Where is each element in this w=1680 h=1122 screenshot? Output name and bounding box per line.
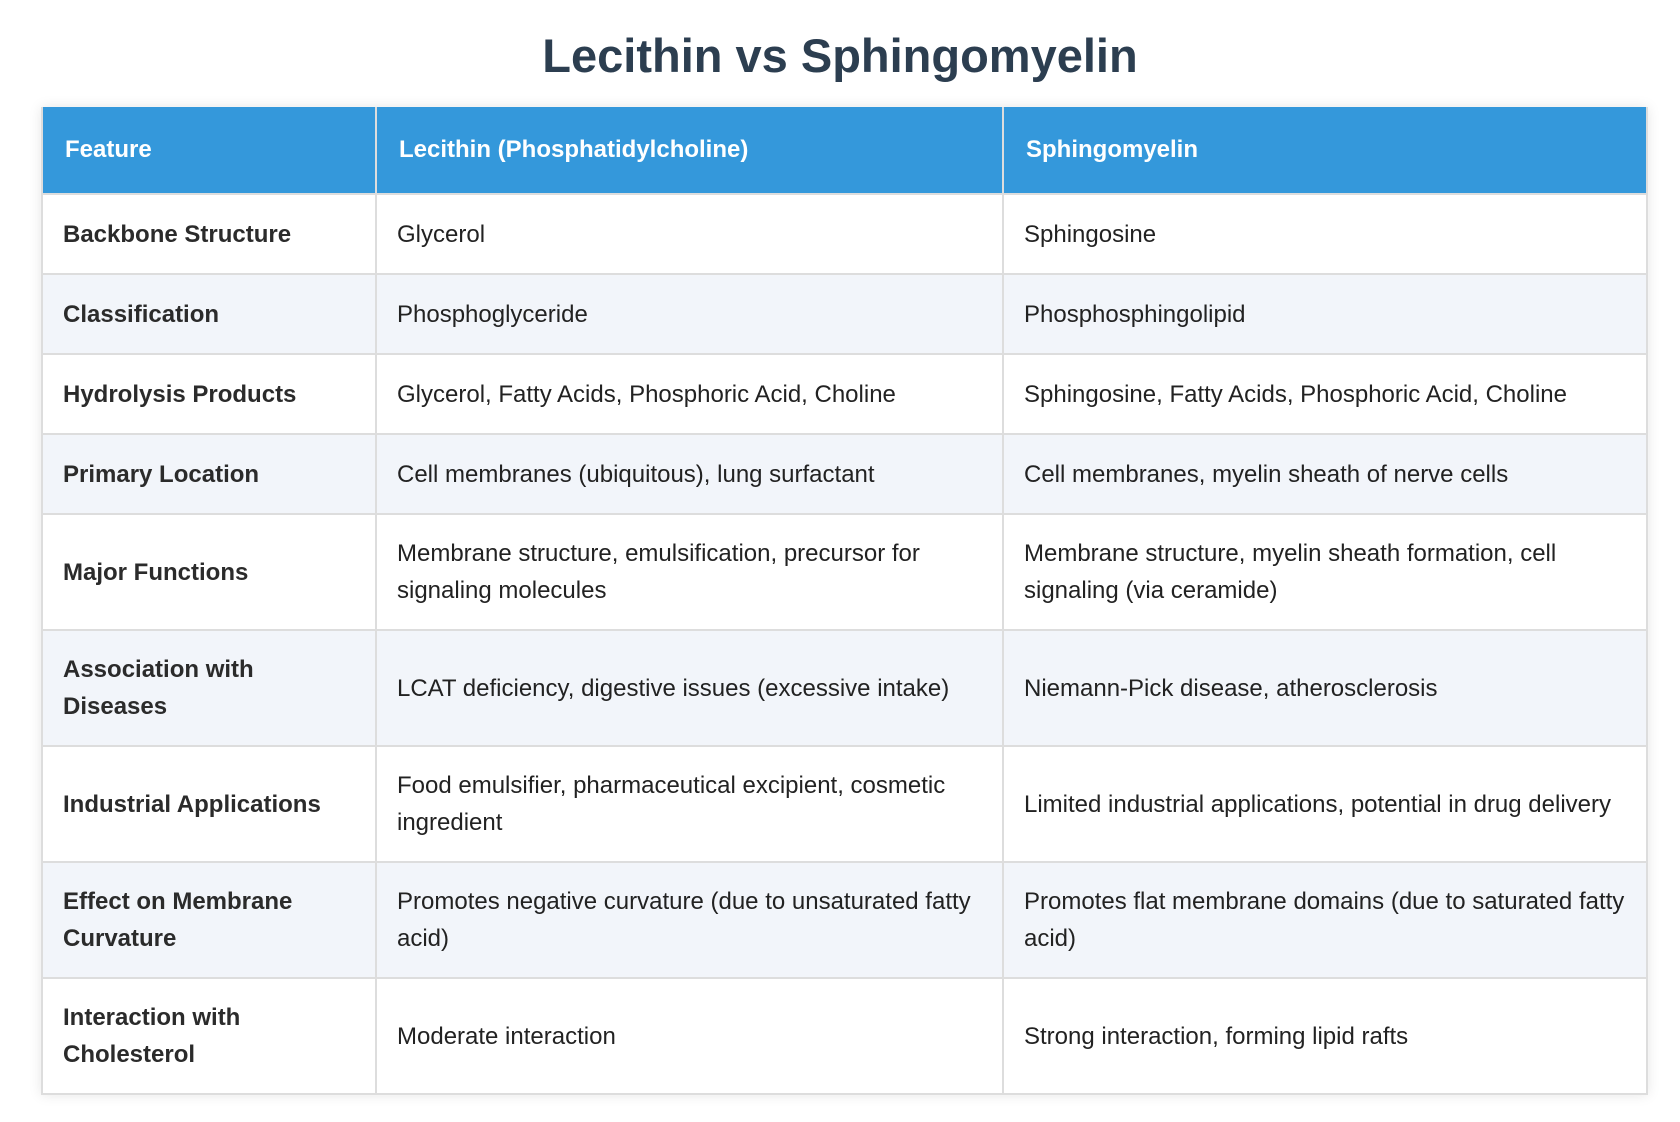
feature-cell: Effect on Membrane Curvature [42, 862, 376, 978]
feature-cell: Primary Location [42, 434, 376, 514]
table-row [42, 434, 1647, 514]
sphingomyelin-cell: Niemann-Pick disease, atherosclerosis [1003, 630, 1647, 746]
table-row [42, 746, 1647, 862]
comparison-table [41, 107, 1648, 1095]
sphingomyelin-cell: Membrane structure, myelin sheath formation, cell signaling (via ceramide) [1003, 514, 1647, 630]
lecithin-cell: LCAT deficiency, digestive issues (excessive intake) [376, 630, 1003, 746]
table-body [42, 194, 1647, 1094]
header-row [42, 107, 1647, 194]
lecithin-cell: Promotes negative curvature (due to unsaturated fatty acid) [376, 862, 1003, 978]
feature-cell: Association with Diseases [42, 630, 376, 746]
lecithin-cell: Glycerol, Fatty Acids, Phosphoric Acid, Choline [376, 354, 1003, 434]
feature-cell: Industrial Applications [42, 746, 376, 862]
feature-cell: Backbone Structure [42, 194, 376, 274]
table-row [42, 354, 1647, 434]
table-row [42, 274, 1647, 354]
table-row [42, 514, 1647, 630]
sphingomyelin-cell: Sphingosine, Fatty Acids, Phosphoric Acid, Choline [1003, 354, 1647, 434]
sphingomyelin-cell: Sphingosine [1003, 194, 1647, 274]
feature-cell: Major Functions [42, 514, 376, 630]
sphingomyelin-cell: Limited industrial applications, potential in drug delivery [1003, 746, 1647, 862]
header-sphingomyelin: Sphingomyelin [1003, 107, 1647, 194]
lecithin-cell: Moderate interaction [376, 978, 1003, 1094]
table-row [42, 194, 1647, 274]
table-row [42, 862, 1647, 978]
table-row [42, 630, 1647, 746]
lecithin-cell: Membrane structure, emulsification, precursor for signaling molecules [376, 514, 1003, 630]
lecithin-cell: Phosphoglyceride [376, 274, 1003, 354]
lecithin-cell: Glycerol [376, 194, 1003, 274]
page-title: Lecithin vs Sphingomyelin [542, 29, 1138, 82]
sphingomyelin-cell: Cell membranes, myelin sheath of nerve cells [1003, 434, 1647, 514]
feature-cell: Interaction with Cholesterol [42, 978, 376, 1094]
sphingomyelin-cell: Phosphosphingolipid [1003, 274, 1647, 354]
comparison-table-container [41, 107, 1646, 1095]
header-feature: Feature [42, 107, 376, 194]
header-lecithin: Lecithin (Phosphatidylcholine) [376, 107, 1003, 194]
feature-cell: Hydrolysis Products [42, 354, 376, 434]
feature-cell: Classification [42, 274, 376, 354]
lecithin-cell: Cell membranes (ubiquitous), lung surfactant [376, 434, 1003, 514]
sphingomyelin-cell: Strong interaction, forming lipid rafts [1003, 978, 1647, 1094]
table-header [42, 107, 1647, 194]
lecithin-cell: Food emulsifier, pharmaceutical excipient, cosmetic ingredient [376, 746, 1003, 862]
sphingomyelin-cell: Promotes flat membrane domains (due to saturated fatty acid) [1003, 862, 1647, 978]
table-row [42, 978, 1647, 1094]
